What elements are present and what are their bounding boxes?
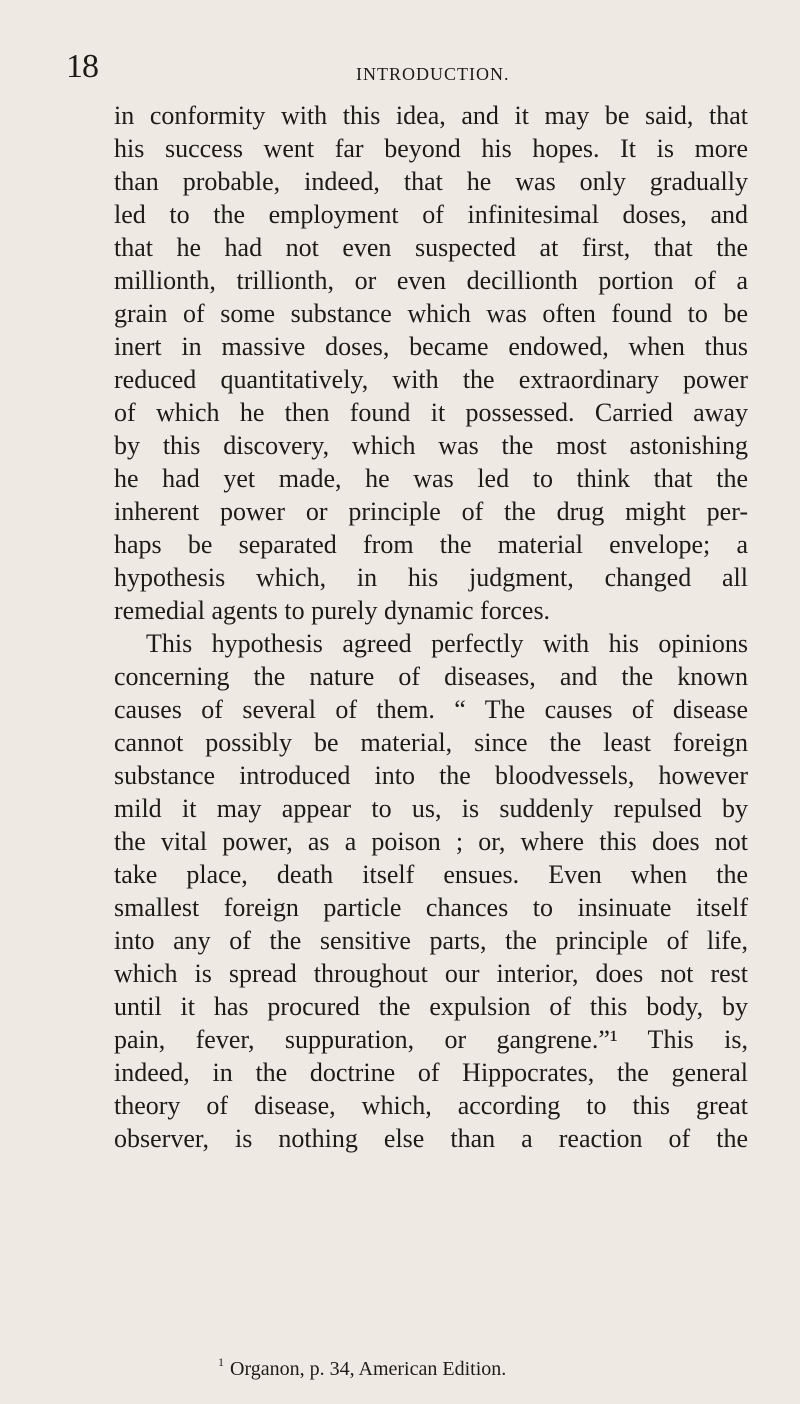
- page-header: [0, 50, 800, 86]
- footnote-text: Organon, p. 34, American Edition.: [230, 1358, 507, 1380]
- text-line: he had yet made, he was led to think that the: [114, 464, 748, 493]
- text-line: millionth, trillionth, or even decillionth portion of a: [114, 266, 748, 295]
- text-line: theory of disease, which, according to this great: [114, 1091, 748, 1120]
- text-line: in conformity with this idea, and it may be said, that: [114, 101, 748, 130]
- text-line: smallest foreign particle chances to insinuate itself: [114, 893, 748, 922]
- text-line: grain of some substance which was often found to be: [114, 299, 748, 328]
- text-line: that he had not even suspected at first, that the: [114, 233, 748, 262]
- text-line: hypothesis which, in his judgment, changed all: [114, 563, 748, 592]
- text-line: his success went far beyond his hopes. It is more: [114, 134, 748, 163]
- body-text: [114, 99, 748, 1155]
- text-line: take place, death itself ensues. Even when the: [114, 860, 748, 889]
- text-line: which is spread throughout our interior, does not rest: [114, 959, 748, 988]
- text-line: substance introduced into the bloodvessels, however: [114, 761, 748, 790]
- text-line: into any of the sensitive parts, the principle of life,: [114, 926, 748, 955]
- text-line: until it has procured the expulsion of this body, by: [114, 992, 748, 1021]
- text-line: observer, is nothing else than a reaction of the: [114, 1124, 748, 1153]
- text-line: inert in massive doses, became endowed, when thus: [114, 332, 748, 361]
- text-line: This hypothesis agreed perfectly with his opinions: [146, 629, 748, 658]
- text-line: cannot possibly be material, since the least foreign: [114, 728, 748, 757]
- text-line: than probable, indeed, that he was only gradually: [114, 167, 748, 196]
- text-line: the vital power, as a poison ; or, where this does not: [114, 827, 748, 856]
- text-line: causes of several of them. “ The causes of disease: [114, 695, 748, 724]
- text-line: pain, fever, suppuration, or gangrene.”¹ This is,: [114, 1025, 748, 1054]
- text-line: inherent power or principle of the drug might per-: [114, 497, 748, 526]
- text-line: led to the employment of infinitesimal doses, and: [114, 200, 748, 229]
- text-line: reduced quantitatively, with the extraordinary power: [114, 365, 748, 394]
- footnote: [218, 1350, 506, 1381]
- text-line: haps be separated from the material envelope; a: [114, 530, 748, 559]
- text-line: remedial agents to purely dynamic forces.: [114, 596, 551, 625]
- text-line: by this discovery, which was the most astonishing: [114, 431, 748, 460]
- footnote-marker: 1: [218, 1355, 224, 1369]
- page-number: 18: [66, 48, 98, 85]
- text-line: mild it may appear to us, is suddenly repulsed by: [114, 794, 748, 823]
- running-head: INTRODUCTION.: [356, 64, 510, 84]
- text-line: concerning the nature of diseases, and the known: [114, 662, 748, 691]
- text-line: of which he then found it possessed. Carried away: [114, 398, 748, 427]
- text-line: indeed, in the doctrine of Hippocrates, the general: [114, 1058, 748, 1087]
